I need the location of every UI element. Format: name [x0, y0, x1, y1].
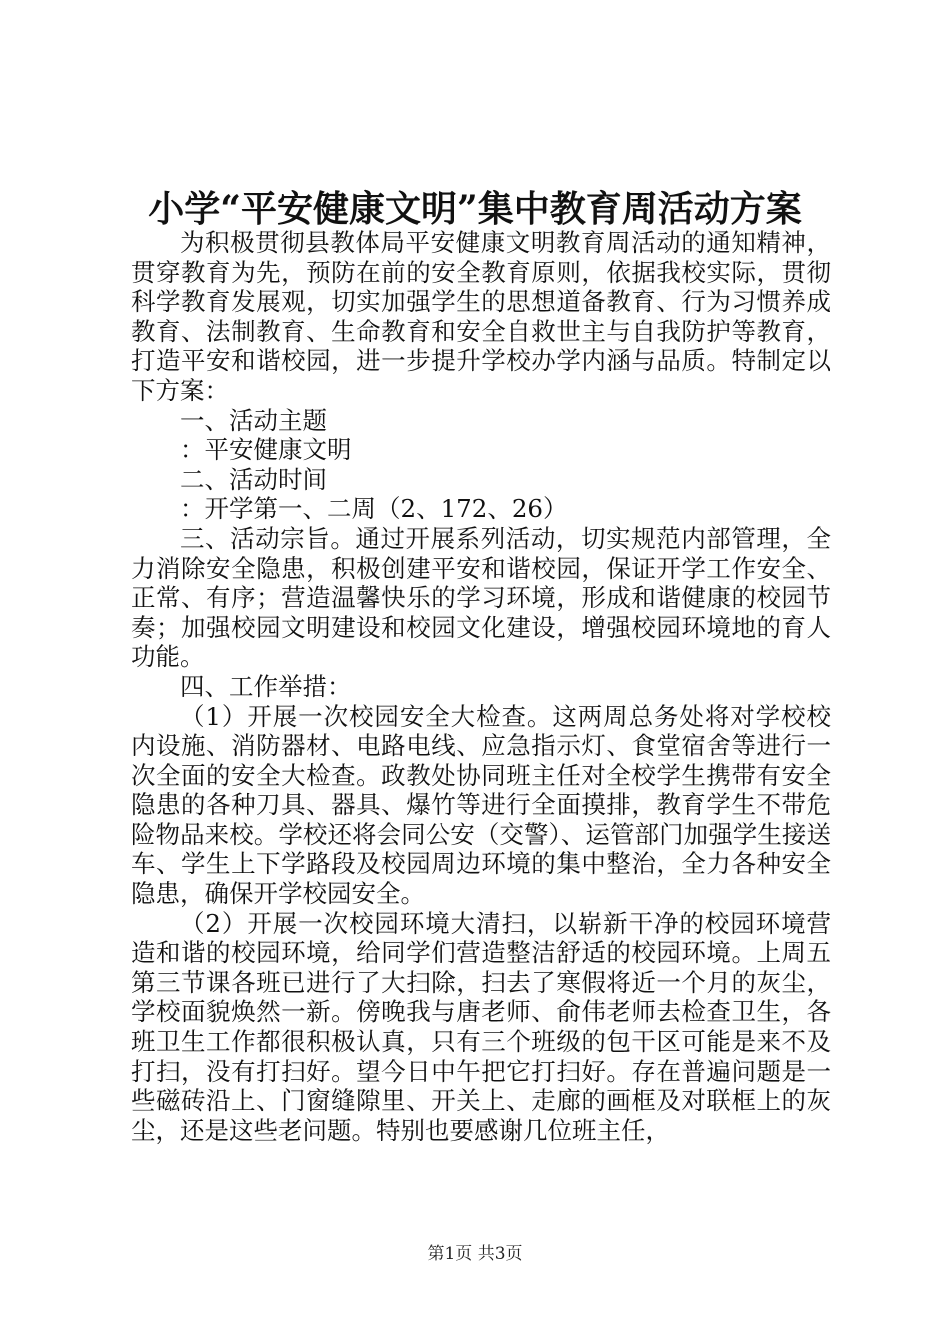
section-heading-time: 二、活动时间	[180, 464, 327, 494]
section-heading-measures: 四、工作举措：	[180, 671, 352, 701]
intro-paragraph: 为积极贯彻县教体局平安健康文明教育周活动的通知精神，贯穿教育为先，预防在前的安全教育原则，依据我校实际，贯彻科学教育发展观，切实加强学生的思想道备教育、行为习惯养成教育、法制教育、生命教育和安全自救世主与自我防护等教育，打造平安和谐校园，进一步提升学校办学内涵与品质。特制定以下方案：	[131, 228, 831, 405]
time-value: ：开学第一、二周（2、172、26）	[180, 494, 568, 524]
section-heading-theme: 一、活动主题	[180, 405, 327, 435]
theme-value: ：平安健康文明	[180, 435, 352, 465]
page-footer: 第1页 共3页	[427, 1244, 523, 1264]
measure-2-paragraph: （2）开展一次校园环境大清扫，以崭新干净的校园环境营造和谐的校园环境，给同学们营造整洁舒适的校园环境。上周五第三节课各班已进行了大扫除，扫去了寒假将近一个月的灰尘，学校面貌焕然一新。傍晚我与唐老师、俞伟老师去检查卫生，各班卫生工作都很积极认真，只有三个班级的包干区可能是来不及打扫，没有打扫好。望今日中午把它打扫好。存在普遍问题是一些磁砖沿上、门窗缝隙里、开关上、走廊的画框及对联框上的灰尘，还是这些老问题。特别也要感谢几位班主任，	[131, 908, 831, 1145]
measure-1-paragraph: （1）开展一次校园安全大检查。这两周总务处将对学校校内设施、消防器材、电路电线、应急指示灯、食堂宿舍等进行一次全面的安全大检查。政教处协同班主任对全校学生携带有安全隐患的各种刀具、器具、爆竹等进行全面摸排，教育学生不带危险物品来校。学校还将会同公安（交警）、运管部门加强学生接送车、学生上下学路段及校园周边环境的集中整治，全力各种安全隐患，确保开学校园安全。	[131, 701, 831, 909]
document-body	[131, 228, 831, 1145]
document-title: 小学“平安健康文明”集中教育周活动方案	[148, 188, 802, 230]
purpose-paragraph: 三、活动宗旨。通过开展系列活动，切实规范内部管理，全力消除安全隐患，积极创建平安和谐校园，保证开学工作安全、正常、有序；营造温馨快乐的学习环境，形成和谐健康的校园节奏；加强校园文明建设和校园文化建设，增强校园环境地的育人功能。	[131, 523, 831, 672]
